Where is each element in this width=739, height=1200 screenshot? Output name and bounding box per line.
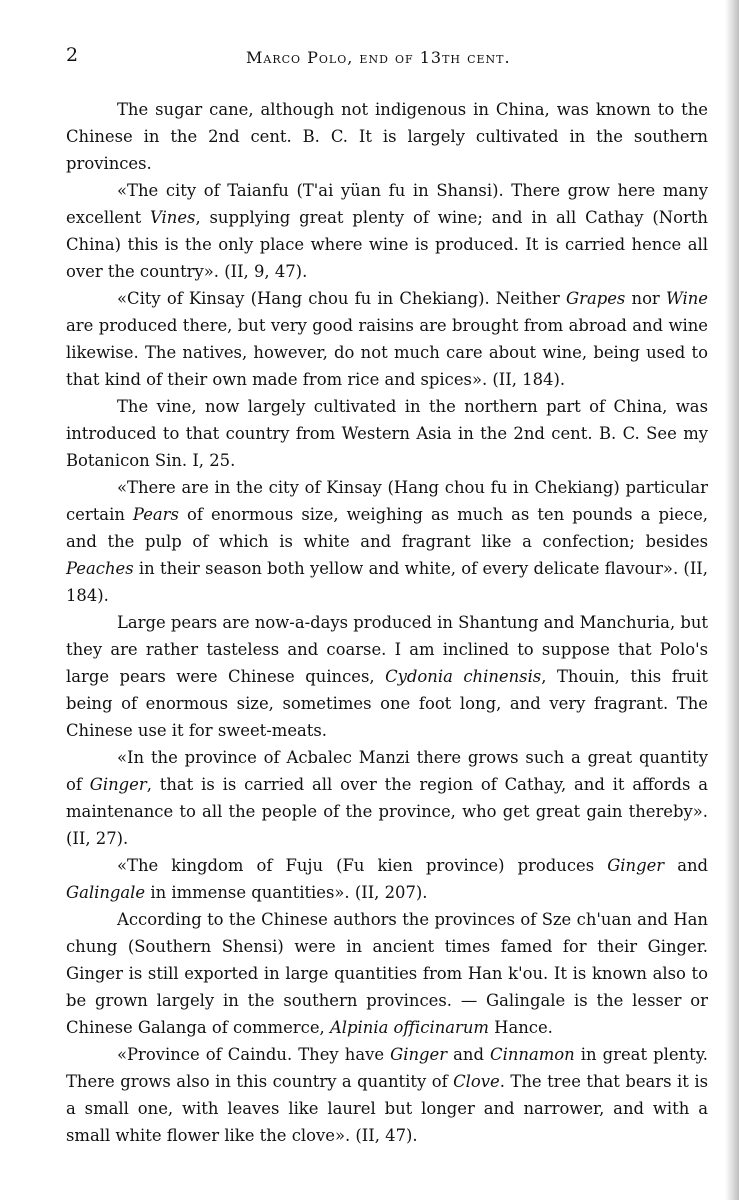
- paragraph: [66, 177, 708, 285]
- text-run: in immense quantities». (II, 207).: [145, 883, 428, 902]
- paragraph: [66, 285, 708, 393]
- text-run: are produced there, but very good raisins are brought from abroad and wine likewise. The natives, however, do not much care about wine, being used to that kind of their own made from rice and spices». (II, 184).: [66, 316, 708, 389]
- paragraph: [66, 96, 708, 177]
- italic-term: Pears: [132, 505, 179, 524]
- text-run: and: [447, 1045, 491, 1064]
- page-header: [66, 44, 712, 74]
- text-run: «In the province of Acbalec Manzi there grows such a great quantity of: [66, 748, 708, 794]
- text-run: «Province of Caindu. They have: [117, 1045, 391, 1064]
- italic-term: Wine: [665, 289, 708, 308]
- text-run: Hance.: [488, 1018, 553, 1037]
- paragraph: [66, 609, 708, 744]
- italic-term: Galingale: [66, 883, 146, 902]
- text-run: The sugar cane, although not indigenous in China, was known to the Chinese in the 2nd cent. B. C. It is largely cultivated in the southern provinces.: [66, 100, 708, 173]
- text-run: «There are in the city of Kinsay (Hang chou fu in Chekiang) particular certain: [66, 478, 708, 524]
- italic-term: Ginger: [89, 775, 147, 794]
- italic-term: Vines: [150, 208, 196, 227]
- text-run: , supplying great plenty of wine; and in all Cathay (North China) this is the only place where wine is produced. It is carried hence all over the country». (II, 9, 47).: [66, 208, 708, 281]
- text-run: , Thouin, this fruit being of enormous size, sometimes one foot long, and very fragrant. The Chinese use it for sweet-meats.: [66, 667, 708, 740]
- italic-term: Alpinia officinarum: [329, 1018, 489, 1037]
- text-run: «City of Kinsay (Hang chou fu in Chekiang). Neither: [117, 289, 567, 308]
- italic-term: Clove: [453, 1072, 500, 1091]
- paragraph: [66, 852, 708, 906]
- text-run: According to the Chinese authors the provinces of Sze ch'uan and Han chung (Southern Shensi) were in ancient times famed for their Ginger. Ginger is still exported in large quantities from Han k'ou. It is known also to be grown largely in the southern provinces. — Galingale is the lesser or Chinese Galanga of commerce,: [66, 910, 708, 1037]
- text-run: The vine, now largely cultivated in the northern part of China, was introduced to that country from Western Asia in the 2nd cent. B. C. See my Botanicon Sin. I, 25.: [66, 397, 708, 470]
- page-edge-shadow: [725, 0, 739, 1200]
- text-run: of enormous size, weighing as much as ten pounds a piece, and the pulp of which is white and fragrant like a confection; besides: [66, 505, 708, 551]
- text-run: «The kingdom of Fuju (Fu kien province) produces: [117, 856, 608, 875]
- text-run: . The tree that bears it is a small one, with leaves like laurel but longer and narrower, and with a small white flower like the clove». (II, 47).: [66, 1072, 708, 1145]
- italic-term: Cinnamon: [490, 1045, 575, 1064]
- text-run: , that is is carried all over the region of Cathay, and it affords a maintenance to all the people of the province, who get great gain thereby». (II, 27).: [66, 775, 708, 848]
- running-head: Marco Polo, end of 13th cent.: [246, 48, 511, 67]
- text-run: in their season both yellow and white, of every delicate flavour». (II, 184).: [66, 559, 708, 605]
- paragraph: [66, 474, 708, 609]
- text-run: nor: [625, 289, 666, 308]
- paragraph: [66, 1041, 708, 1149]
- italic-term: Cydonia chinensis: [385, 667, 542, 686]
- text-run: in great plenty. There grows also in this country a quantity of: [66, 1045, 708, 1091]
- page-number: 2: [66, 44, 79, 66]
- italic-term: Peaches: [66, 559, 134, 578]
- italic-term: Ginger: [390, 1045, 448, 1064]
- paragraph: [66, 906, 708, 1041]
- italic-term: Ginger: [607, 856, 665, 875]
- body-text: [66, 96, 708, 1149]
- text-run: «The city of Taianfu (T'ai yüan fu in Shansi). There grow here many excellent: [66, 181, 708, 227]
- paragraph: [66, 393, 708, 474]
- text-run: and: [664, 856, 709, 875]
- italic-term: Grapes: [566, 289, 626, 308]
- text-run: Large pears are now-a-days produced in Shantung and Manchuria, but they are rather tasteless and coarse. I am inclined to suppose that Polo's large pears were Chinese quinces,: [66, 613, 708, 686]
- paragraph: [66, 744, 708, 852]
